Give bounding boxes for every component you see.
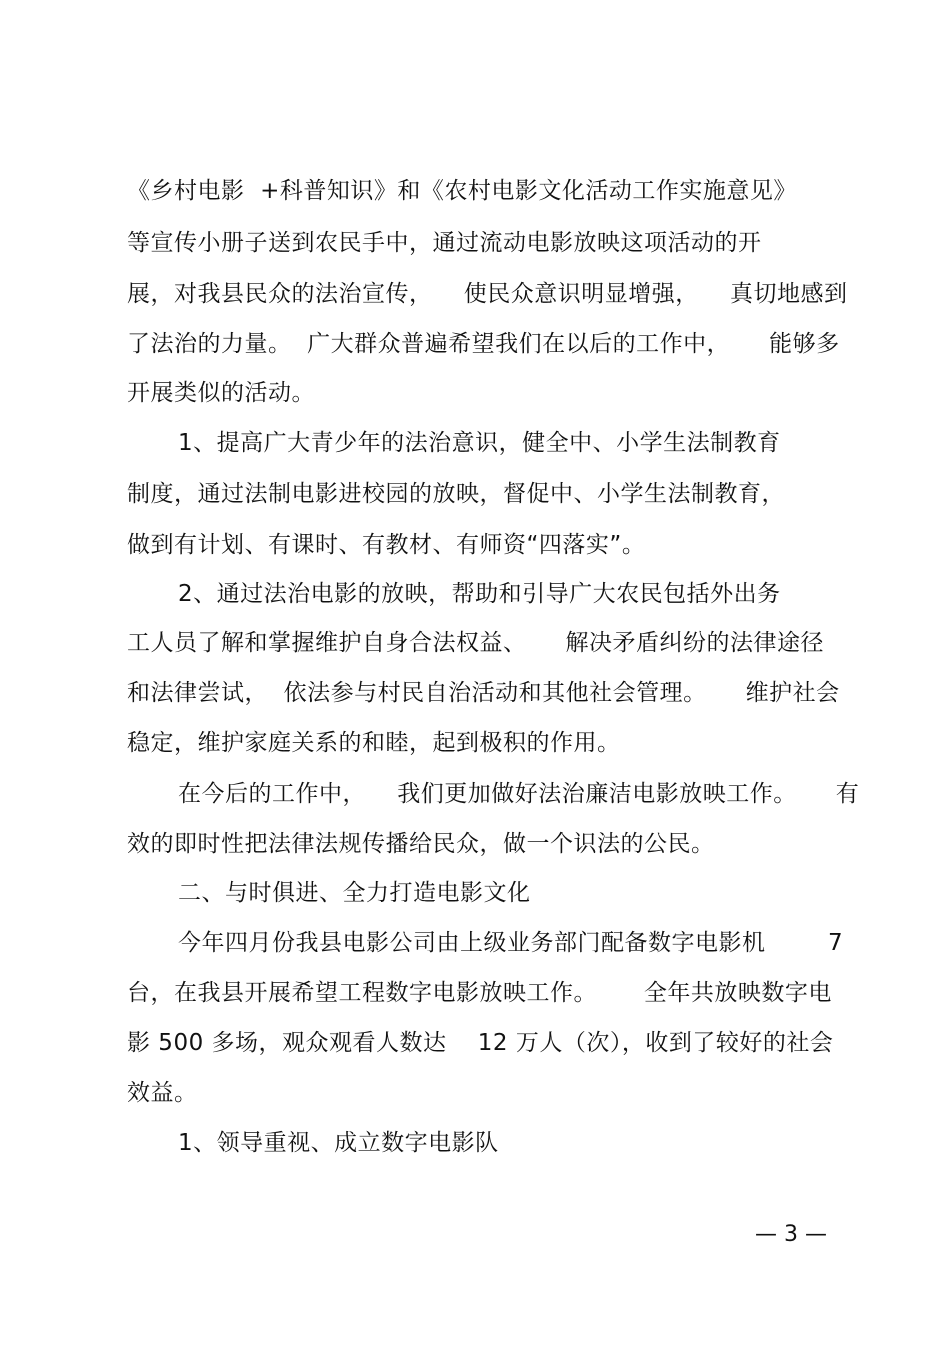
section-heading: 二、与时俱进、全力打造电影文化 [178,880,531,906]
text-line: 和法律尝试， 依法参与村民自治活动和其他社会管理。 维护社会 [127,680,840,706]
text-line: 制度，通过法制电影进校园的放映，督促中、小学生法制教育， [127,481,785,507]
paragraph-first-line: 1、提高广大青少年的法治意识，健全中、小学生法制教育 [178,430,781,456]
text-line: 工人员了解和掌握维护自身合法权益、 解决矛盾纠纷的法律途径 [127,630,825,656]
page-number: — 3 — [755,1222,827,1247]
text-line: 《乡村电影 +科普知识》和《农村电影文化活动工作实施意见》 [127,178,797,204]
text-line: 效益。 [127,1080,198,1106]
text-line: 展，对我县民众的法治宣传， 使民众意识明显增强， 真切地感到 [127,281,848,307]
text-line: 开展类似的活动。 [127,380,315,406]
text-line: 效的即时性把法律法规传播给民众，做一个识法的公民。 [127,831,715,857]
paragraph-first-line: 2、通过法治电影的放映，帮助和引导广大农民包括外出务 [178,581,781,607]
text-line: 做到有计划、有课时、有教材、有师资“四落实”。 [127,532,646,558]
text-line: 台，在我县开展希望工程数字电影放映工作。 全年共放映数字电 [127,980,832,1006]
paragraph-first-line: 今年四月份我县电影公司由上级业务部门配备数字电影机 7 [178,930,844,956]
text-line: 影 500 多场，观众观看人数达 12 万人（次），收到了较好的社会 [127,1030,834,1056]
subsection-heading: 1、领导重视、成立数字电影队 [178,1130,499,1156]
text-line: 等宣传小册子送到农民手中，通过流动电影放映这项活动的开 [127,230,762,256]
text-line: 稳定，维护家庭关系的和睦，起到极积的作用。 [127,730,621,756]
paragraph-first-line: 在今后的工作中， 我们更加做好法治廉洁电影放映工作。 有 [178,781,860,807]
text-line: 了法治的力量。 广大群众普遍希望我们在以后的工作中， 能够多 [127,331,840,357]
